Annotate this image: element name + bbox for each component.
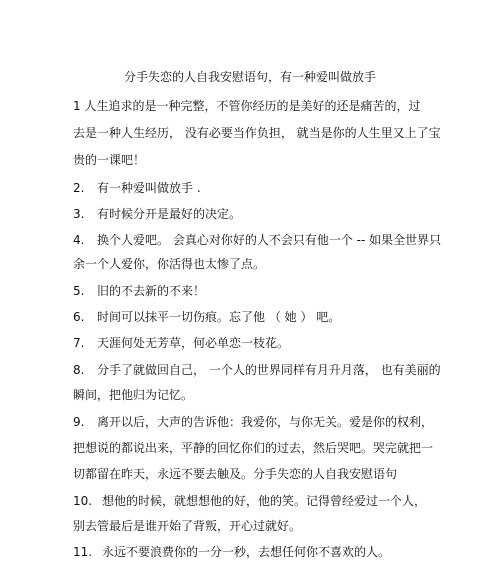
paragraph-line: 别去管最后是谁开始了背叛，开心过就好。 <box>73 519 302 533</box>
item-text: 分手了就做回自己， 一个人的世界同样有月升月落， 也有美丽的 <box>97 363 441 377</box>
item-text: 时间可以抹平一切伤痕。忘了他 （ 她 ） 吧。 <box>97 310 341 324</box>
list-item <box>73 231 441 249</box>
list-item <box>73 361 441 379</box>
document-title: 分手失恋的人自我安慰语句，有一种爱叫做放手 <box>123 70 376 84</box>
list-item <box>73 205 241 223</box>
list-item <box>73 179 201 197</box>
list-item <box>73 308 340 326</box>
item-text: 换个人爱吧。 会真心对你好的人不会只有他一个 -- 如果全世界只 <box>97 233 442 247</box>
list-item <box>73 492 426 510</box>
paragraph-line: 余一个人爱你，你活得也太惨了点。 <box>73 257 266 271</box>
item-text: 想他的时候，就想想他的好，他的笑。记得曾经爱过一个人， <box>102 494 427 508</box>
paragraph-line: 去是一种人生经历， 没有必要当作负担， 就当是你的人生里又上了宝 <box>73 126 441 140</box>
item-number: 4. <box>73 233 85 247</box>
item-number: 7. <box>73 336 85 350</box>
item-text: 天涯何处无芳草，何必单恋一枝花。 <box>97 336 290 350</box>
item-text: 永远不要浪费你的一分一秒，去想任何你不喜欢的人。 <box>102 545 391 559</box>
paragraph-line: 把想说的都说出来，平静的回忆你们的过去，然后哭吧。哭完就把一 <box>73 441 434 455</box>
item-number: 3. <box>73 207 85 221</box>
paragraph-line: 贵的一课吧！ <box>73 153 146 167</box>
item-text: 旧的不去新的不来！ <box>97 284 206 298</box>
item-number: 2. <box>73 181 85 195</box>
item-number: 9. <box>73 415 85 429</box>
list-item <box>73 543 390 561</box>
item-number: 10. <box>73 494 93 508</box>
item-number: 11. <box>73 545 93 559</box>
paragraph-line: 切都留在昨天，永远不要去触及。分手失恋的人自我安慰语句 <box>73 467 398 481</box>
item-text: 离开以后，大声的告诉他：我爱你，与你无关。爱是你的权利， <box>97 415 434 429</box>
list-item <box>73 413 433 431</box>
item-number: 8. <box>73 363 85 377</box>
paragraph-line: 瞬间，把他归为记忆。 <box>73 388 194 402</box>
list-item <box>73 334 289 352</box>
item-number: 5. <box>73 284 85 298</box>
list-item <box>73 282 205 300</box>
paragraph-line: 1 人生追求的是一种完整，不管你经历的是美好的还是痛苦的，过 <box>73 99 421 113</box>
item-text: 有一种爱叫做放手 . <box>97 181 201 195</box>
item-number: 6. <box>73 310 85 324</box>
item-text: 有时候分开是最好的决定。 <box>97 207 242 221</box>
